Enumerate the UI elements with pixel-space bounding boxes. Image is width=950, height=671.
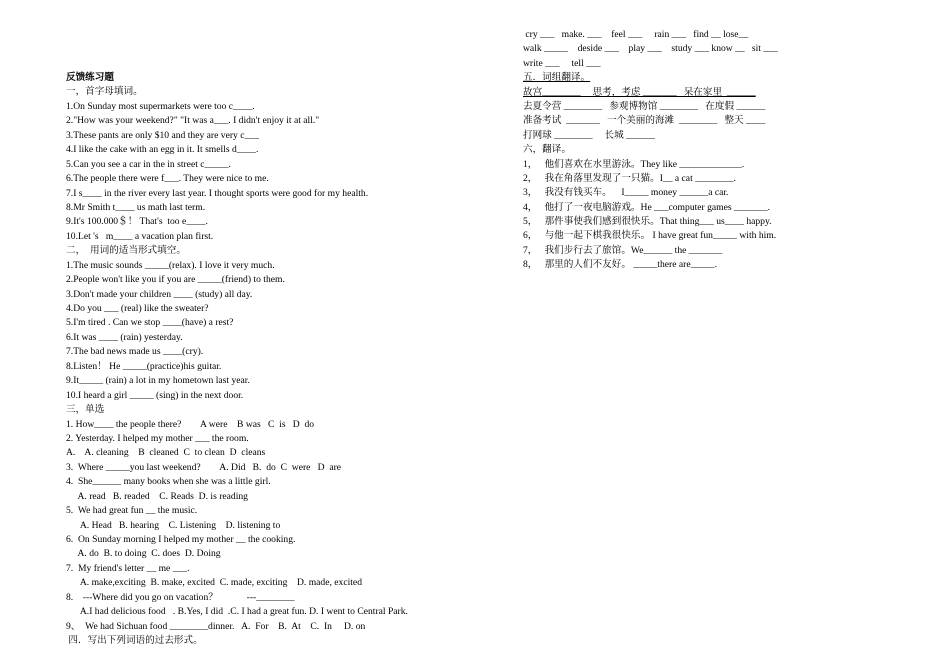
phrase-translation-row: 去夏令营 ________ 参观博物馆 ________ 在度假 ______ <box>523 100 766 112</box>
section-1-item: 2."How was your weekend?" "It was a___. I didn't enjoy it at all." <box>66 115 320 127</box>
section-3-options: A.I had delicious food . B.Yes, I did .C. I had a great fun. D. I went to Central Park. <box>66 606 408 618</box>
section-3-item: 6. On Sunday morning I helped my mother __ the cooking. <box>66 534 296 545</box>
phrase-translation-text: 故宫________ 思考，考虑 _______ 呆在家里 ______ <box>523 86 756 98</box>
section-2-item: 7.The bad news made us ____(cry). <box>66 346 204 358</box>
section-3-item: 1. How____ the people there? A were B was C is D do <box>66 418 315 430</box>
section-1-item: 5.Can you see a car in the in street c_____. <box>66 158 231 170</box>
sentence-translation-item: 4， 他打了一夜电脑游戏。He ___computer games _______. <box>523 201 771 213</box>
section-3-item: 7. My friend's letter __ me ___. <box>66 562 190 574</box>
phrase-translation-row: 打网球 ________ 长城 ______ <box>523 129 655 141</box>
past-tense-words-row: write ___ tell ___ <box>523 57 601 69</box>
section-1-item: 1.On Sunday most supermarkets were too c____. <box>66 100 255 112</box>
section-3-options: A. Head B. hearing C. Listening D. listening to <box>66 519 281 531</box>
sentence-translation-item: 7， 我们步行去了旅馆。We______ the _______ <box>523 244 723 256</box>
section-2-item: 6.It was ____ (rain) yesterday. <box>66 331 183 343</box>
section-1-item: 4.I like the cake with an egg in it. It smells d____. <box>66 144 259 156</box>
sentence-translation-item: 1， 他们喜欢在水里游泳。They like _____________. <box>523 158 745 170</box>
worksheet-title: 反馈练习题 <box>66 72 114 83</box>
section-2-item: 2.People won't like you if you are _____(friend) to them. <box>66 274 285 286</box>
section-2-item: 5.I'm tired . Can we stop ____(have) a rest? <box>66 317 234 329</box>
section-3-heading: 三，单选 <box>66 404 105 416</box>
section-1-item: 10.Let 's m____ a vacation plan first. <box>66 230 214 242</box>
section-3-options: A. read B. readed C. Reads D. is reading <box>66 490 248 502</box>
section-1-item: 3.These pants are only $10 and they are very c___ <box>66 129 259 141</box>
section-1-heading: 一，首字母填词。 <box>66 86 143 98</box>
past-tense-words-row: walk _____ deside ___ play ___ study ___ know __ sit ___ <box>523 43 778 55</box>
section-3-options: A. A. cleaning B cleaned C to clean D cleans <box>66 447 266 459</box>
phrase-translation-row <box>523 86 923 100</box>
phrase-translation-row: 准备考试 _______ 一个美丽的海滩 ________ 整天 ____ <box>523 115 766 127</box>
section-3-item: 4. She______ many books when she was a little girl. <box>66 476 271 488</box>
section-2-item: 3.Don't made your children ____ (study) all day. <box>66 288 253 300</box>
sentence-translation-item: 8， 那里的人们不友好。 _____there are_____. <box>523 259 717 271</box>
section-5-heading: 五．词组翻译。 <box>523 72 591 84</box>
section-2-item: 8.Listen！ He _____(practice)his guitar. <box>66 360 222 372</box>
section-4-heading: 四．写出下列词语的过去形式。 <box>66 635 203 647</box>
right-column <box>523 28 923 273</box>
sentence-translation-item: 6， 与他一起下棋我很快乐。 I have great fun_____ with him. <box>523 230 777 242</box>
section-3-options: A. make,exciting B. make, excited C. made, exciting D. made, excited <box>66 577 362 589</box>
sentence-translation-item: 3， 我没有钱买车。 I_____ money ______a car. <box>523 187 729 199</box>
left-column <box>66 71 486 649</box>
past-tense-words-row: cry ___ make. ___ feel ___ rain ___ find __ lose__ <box>523 29 749 40</box>
section-2-item: 4.Do you ___ (real) like the sweater? <box>66 303 209 314</box>
section-1-item: 8.Mr Smith t____ us math last term. <box>66 201 206 213</box>
section-3-options: A. do B. to doing C. does D. Doing <box>66 548 221 560</box>
section-3-item: 8. ---Where did you go on vacation？ ---________ <box>66 591 295 603</box>
section-6-heading: 六，翻译。 <box>523 144 571 156</box>
section-3-item: 3. Where _____you last weekend? A. Did B. do C were D are <box>66 461 342 473</box>
section-1-item: 7.I s____ in the river every last year. I thought sports were good for my health. <box>66 187 369 199</box>
section-2-item: 10.I heard a girl _____ (sing) in the next door. <box>66 389 244 401</box>
section-2-item: 9.It_____ (rain) a lot in my hometown last year. <box>66 375 250 387</box>
section-2-heading: 二， 用词的适当形式填空。 <box>66 245 186 257</box>
section-3-item: 5. We had great fun __ the music. <box>66 505 198 517</box>
section-3-item: 2. Yesterday. I helped my mother ___ the room. <box>66 432 249 444</box>
section-3-item: 9、 We had Sichuan food ________dinner. A. For B. At C. In D. on <box>66 620 366 632</box>
section-1-item: 9.It's 100.000＄！ That's too e____. <box>66 216 208 228</box>
section-2-item: 1.The music sounds _____(relax). I love it very much. <box>66 259 275 271</box>
sentence-translation-item: 5， 那件事使我们感到很快乐。That thing___ us____ happy. <box>523 216 772 228</box>
section-1-item: 6.The people there were f___. They were nice to me. <box>66 173 269 185</box>
sentence-translation-item: 2， 我在角落里发现了一只猫。I__ a cat ________. <box>523 172 736 184</box>
